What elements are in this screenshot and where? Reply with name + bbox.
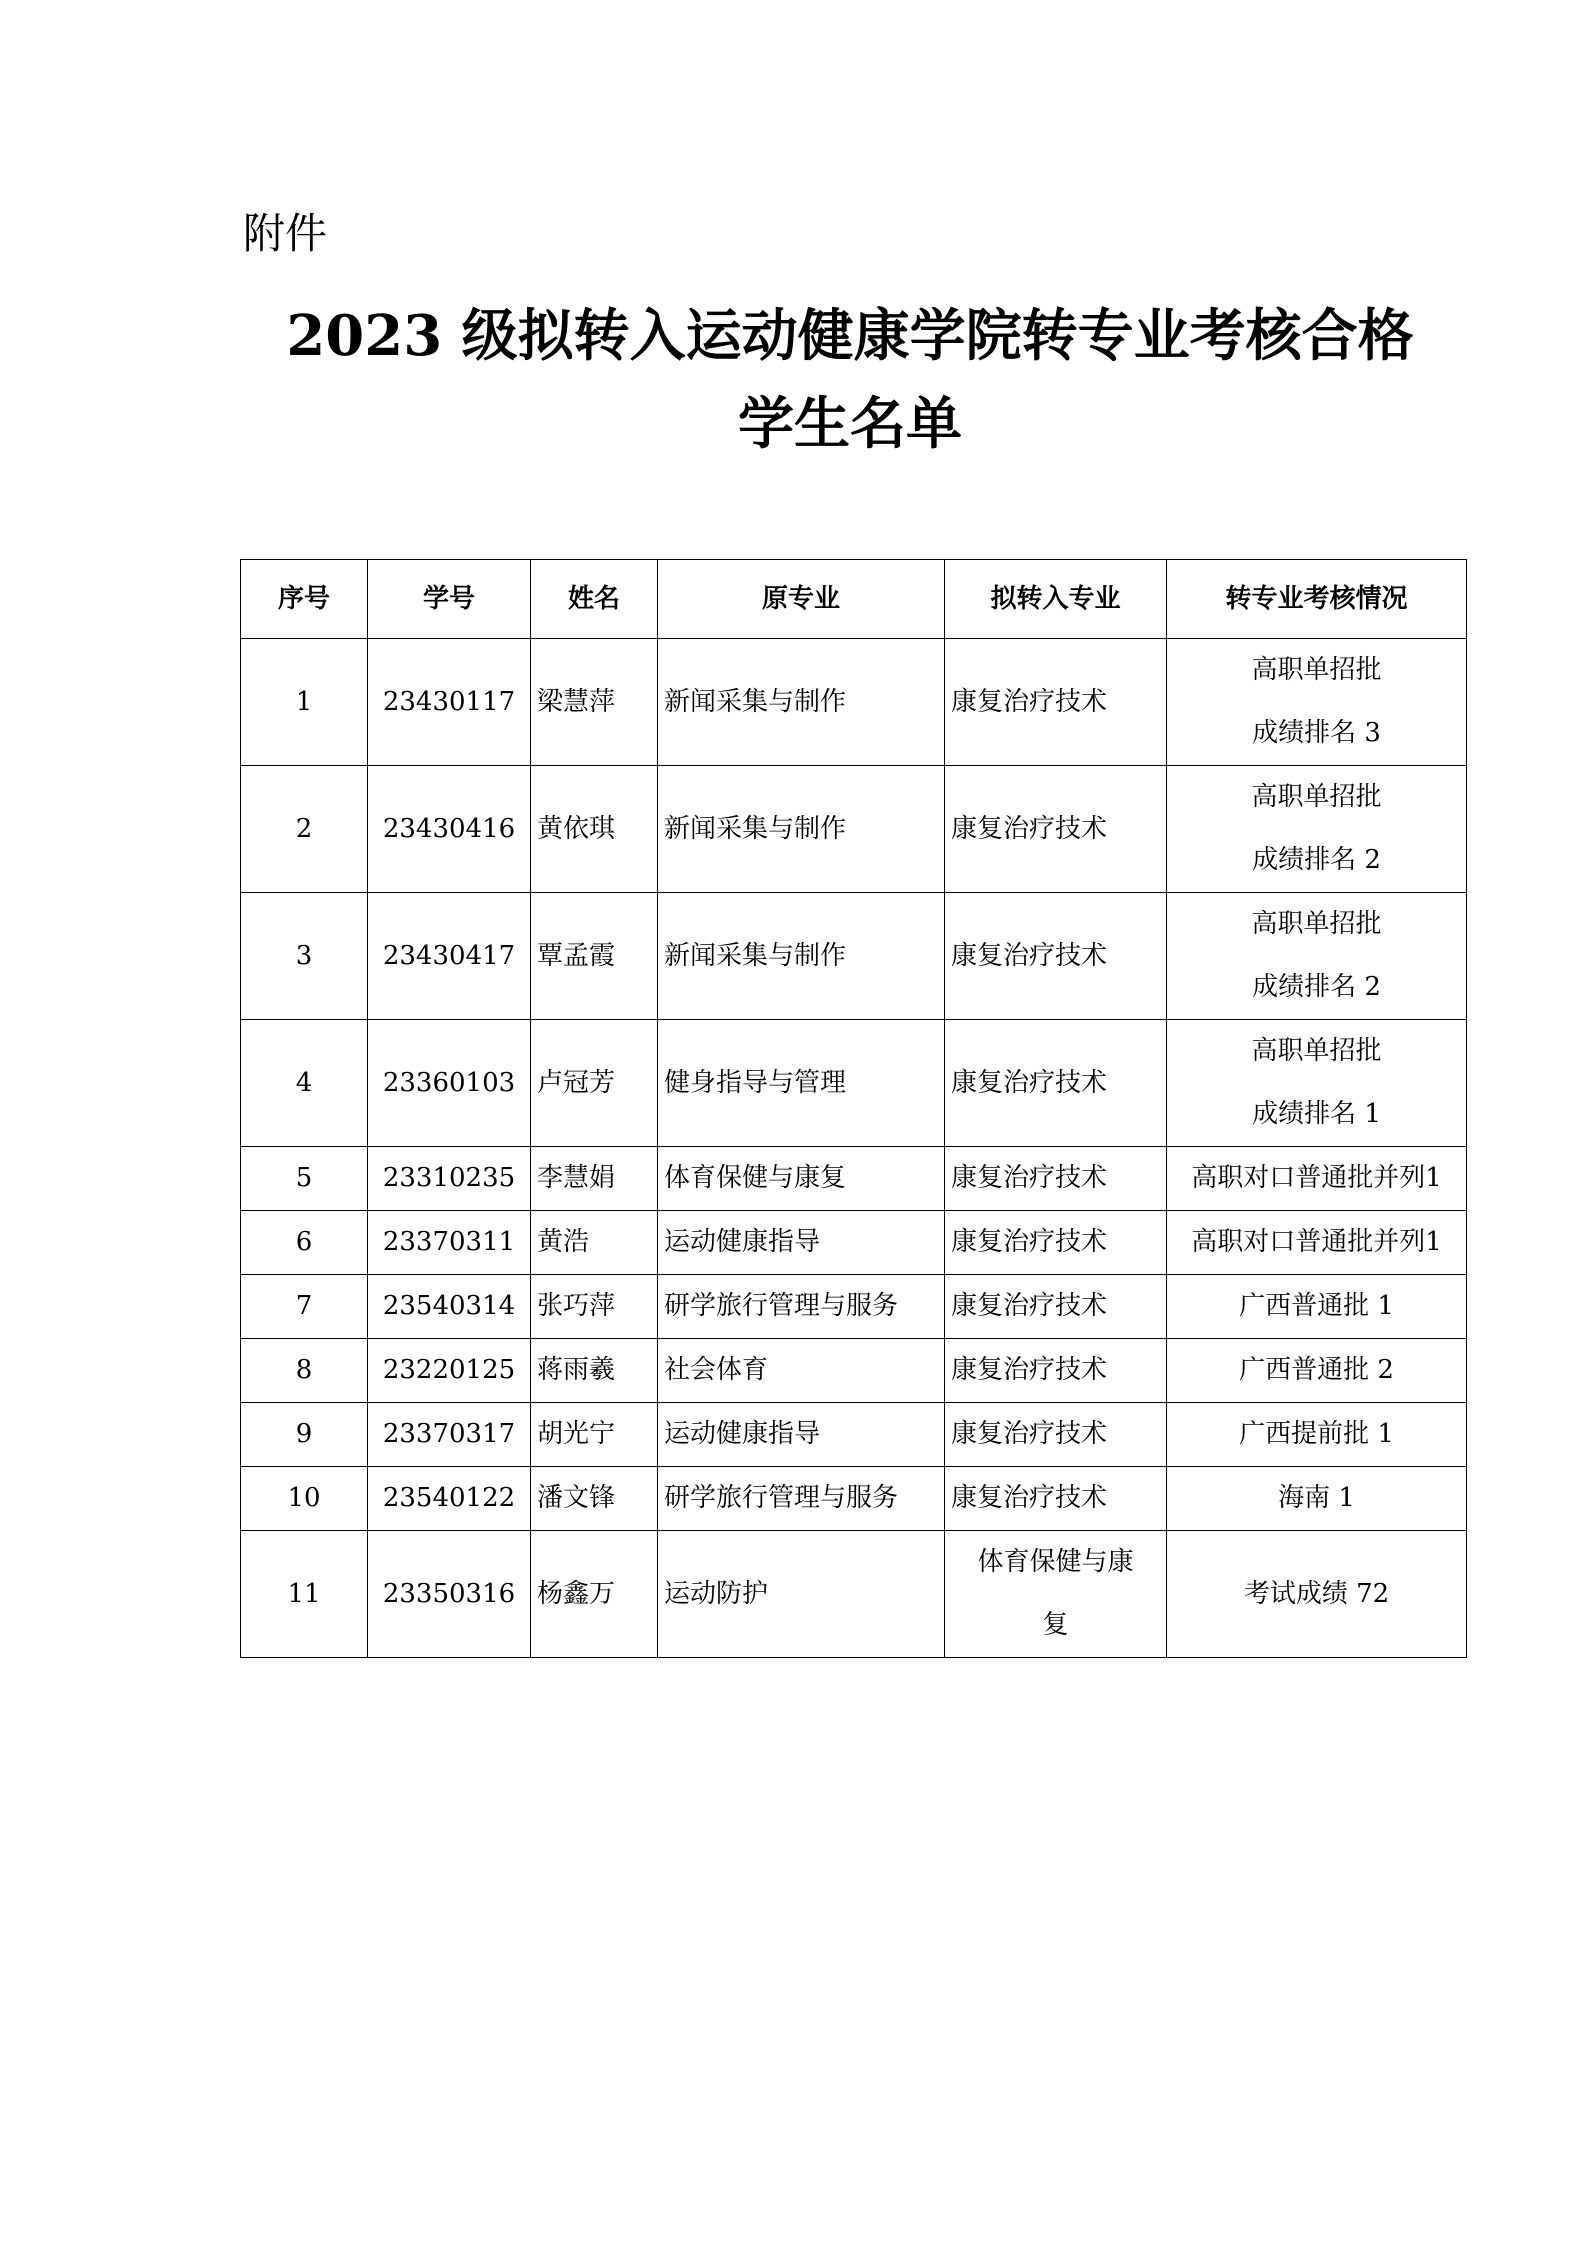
cell-target-major-line: 康复治疗技术 [951, 1483, 1108, 1513]
cell-student-id: 23370317 [368, 1403, 531, 1467]
cell-index: 3 [241, 893, 368, 1020]
cell-student-id: 23310235 [368, 1147, 531, 1211]
cell-target-major [945, 639, 1167, 766]
cell-index: 1 [241, 639, 368, 766]
cell-index: 4 [241, 1020, 368, 1147]
cell-assessment-line: 高职对口普通批并列1 [1191, 1227, 1442, 1257]
cell-student-id: 23370311 [368, 1211, 531, 1275]
cell-assessment-line: 海南 1 [1278, 1483, 1355, 1513]
cell-target-major-line: 康复治疗技术 [951, 1067, 1108, 1098]
cell-target-major-line: 体育保健与康 [977, 1547, 1134, 1577]
cell-assessment-line: 高职对口普通批并列1 [1191, 1163, 1442, 1193]
cell-student-id: 23540314 [368, 1275, 531, 1339]
cell-assessment [1167, 1339, 1467, 1403]
cell-student-id: 23540122 [368, 1467, 531, 1531]
cell-name: 胡光宁 [531, 1403, 658, 1467]
table-row [241, 1275, 1467, 1339]
cell-assessment [1167, 1467, 1467, 1531]
cell-assessment-line: 成绩排名 1 [1252, 1099, 1381, 1129]
table-row [241, 1467, 1467, 1531]
table-row [241, 1020, 1467, 1147]
cell-original-major: 新闻采集与制作 [658, 639, 945, 766]
attachment-label: 附件 [243, 209, 328, 258]
cell-assessment-line: 广西提前批 1 [1239, 1419, 1394, 1449]
table-row [241, 639, 1467, 766]
cell-target-major [945, 1467, 1167, 1531]
cell-index: 9 [241, 1403, 368, 1467]
cell-index: 11 [241, 1531, 368, 1658]
cell-target-major [945, 1020, 1167, 1147]
cell-assessment [1167, 1531, 1467, 1658]
cell-target-major-line: 康复治疗技术 [951, 1163, 1108, 1193]
cell-index: 2 [241, 766, 368, 893]
cell-original-major: 体育保健与康复 [658, 1147, 945, 1211]
cell-target-major-line: 康复治疗技术 [951, 1419, 1108, 1449]
table-row [241, 1339, 1467, 1403]
cell-assessment [1167, 639, 1467, 766]
table-header-row [241, 560, 1467, 639]
cell-original-major: 研学旅行管理与服务 [658, 1275, 945, 1339]
cell-target-major [945, 1275, 1167, 1339]
table-row [241, 766, 1467, 893]
cell-name: 杨鑫万 [531, 1531, 658, 1658]
student-roster-table [240, 559, 1467, 1658]
title-line-2: 学生名单 [738, 391, 962, 457]
table-row [241, 1403, 1467, 1467]
header-original-major: 原专业 [658, 560, 945, 639]
cell-name: 李慧娟 [531, 1147, 658, 1211]
cell-assessment [1167, 893, 1467, 1020]
cell-name: 黄浩 [531, 1211, 658, 1275]
cell-original-major: 运动健康指导 [658, 1211, 945, 1275]
table-row [241, 893, 1467, 1020]
cell-target-major [945, 1339, 1167, 1403]
table-row [241, 1211, 1467, 1275]
cell-target-major [945, 766, 1167, 893]
cell-name: 黄依琪 [531, 766, 658, 893]
cell-student-id: 23430416 [368, 766, 531, 893]
cell-target-major-line: 康复治疗技术 [951, 1355, 1108, 1385]
table-body [241, 639, 1467, 1658]
cell-assessment-line: 高职单招批 [1251, 782, 1382, 812]
cell-student-id: 23430117 [368, 639, 531, 766]
cell-index: 10 [241, 1467, 368, 1531]
cell-assessment-line: 高职单招批 [1251, 909, 1382, 939]
cell-assessment-line: 成绩排名 2 [1252, 845, 1381, 875]
cell-assessment [1167, 1147, 1467, 1211]
cell-index: 5 [241, 1147, 368, 1211]
cell-student-id: 23360103 [368, 1020, 531, 1147]
cell-name: 张巧萍 [531, 1275, 658, 1339]
cell-assessment [1167, 766, 1467, 893]
cell-original-major: 新闻采集与制作 [658, 766, 945, 893]
table-row [241, 1531, 1467, 1658]
cell-name: 潘文锋 [531, 1467, 658, 1531]
cell-target-major [945, 1211, 1167, 1275]
header-target-major: 拟转入专业 [945, 560, 1167, 639]
cell-assessment-line: 高职单招批 [1251, 1036, 1382, 1066]
cell-original-major: 新闻采集与制作 [658, 893, 945, 1020]
cell-original-major: 研学旅行管理与服务 [658, 1467, 945, 1531]
cell-original-major: 运动健康指导 [658, 1403, 945, 1467]
cell-target-major-line: 康复治疗技术 [951, 940, 1108, 971]
cell-assessment [1167, 1403, 1467, 1467]
cell-target-major-line: 复 [1042, 1610, 1069, 1640]
cell-target-major-line: 康复治疗技术 [951, 1227, 1108, 1257]
cell-target-major [945, 1403, 1167, 1467]
cell-target-major-line: 康复治疗技术 [951, 686, 1108, 717]
header-index: 序号 [241, 560, 368, 639]
cell-index: 7 [241, 1275, 368, 1339]
cell-assessment-line: 高职单招批 [1251, 655, 1382, 685]
cell-target-major [945, 893, 1167, 1020]
cell-assessment [1167, 1020, 1467, 1147]
cell-target-major [945, 1531, 1167, 1658]
cell-original-major: 社会体育 [658, 1339, 945, 1403]
cell-assessment-line: 考试成绩 72 [1243, 1578, 1390, 1609]
cell-name: 卢冠芳 [531, 1020, 658, 1147]
table-row [241, 1147, 1467, 1211]
cell-name: 覃孟霞 [531, 893, 658, 1020]
title-line-1: 2023 级拟转入运动健康学院转专业考核合格 [286, 303, 1414, 369]
cell-assessment-line: 广西普通批 2 [1239, 1355, 1394, 1385]
header-assessment: 转专业考核情况 [1167, 560, 1467, 639]
cell-assessment [1167, 1275, 1467, 1339]
header-name: 姓名 [531, 560, 658, 639]
cell-name: 梁慧萍 [531, 639, 658, 766]
cell-student-id: 23350316 [368, 1531, 531, 1658]
cell-student-id: 23220125 [368, 1339, 531, 1403]
cell-original-major: 运动防护 [658, 1531, 945, 1658]
cell-assessment-line: 成绩排名 3 [1252, 718, 1381, 748]
cell-student-id: 23430417 [368, 893, 531, 1020]
cell-assessment [1167, 1211, 1467, 1275]
cell-original-major: 健身指导与管理 [658, 1020, 945, 1147]
cell-name: 蒋雨羲 [531, 1339, 658, 1403]
cell-target-major-line: 康复治疗技术 [951, 1291, 1108, 1321]
header-student-id: 学号 [368, 560, 531, 639]
cell-assessment-line: 广西普通批 1 [1239, 1291, 1394, 1321]
cell-index: 6 [241, 1211, 368, 1275]
cell-target-major-line: 康复治疗技术 [951, 813, 1108, 844]
cell-assessment-line: 成绩排名 2 [1252, 972, 1381, 1002]
cell-target-major [945, 1147, 1167, 1211]
cell-index: 8 [241, 1339, 368, 1403]
document-title [240, 292, 1460, 468]
